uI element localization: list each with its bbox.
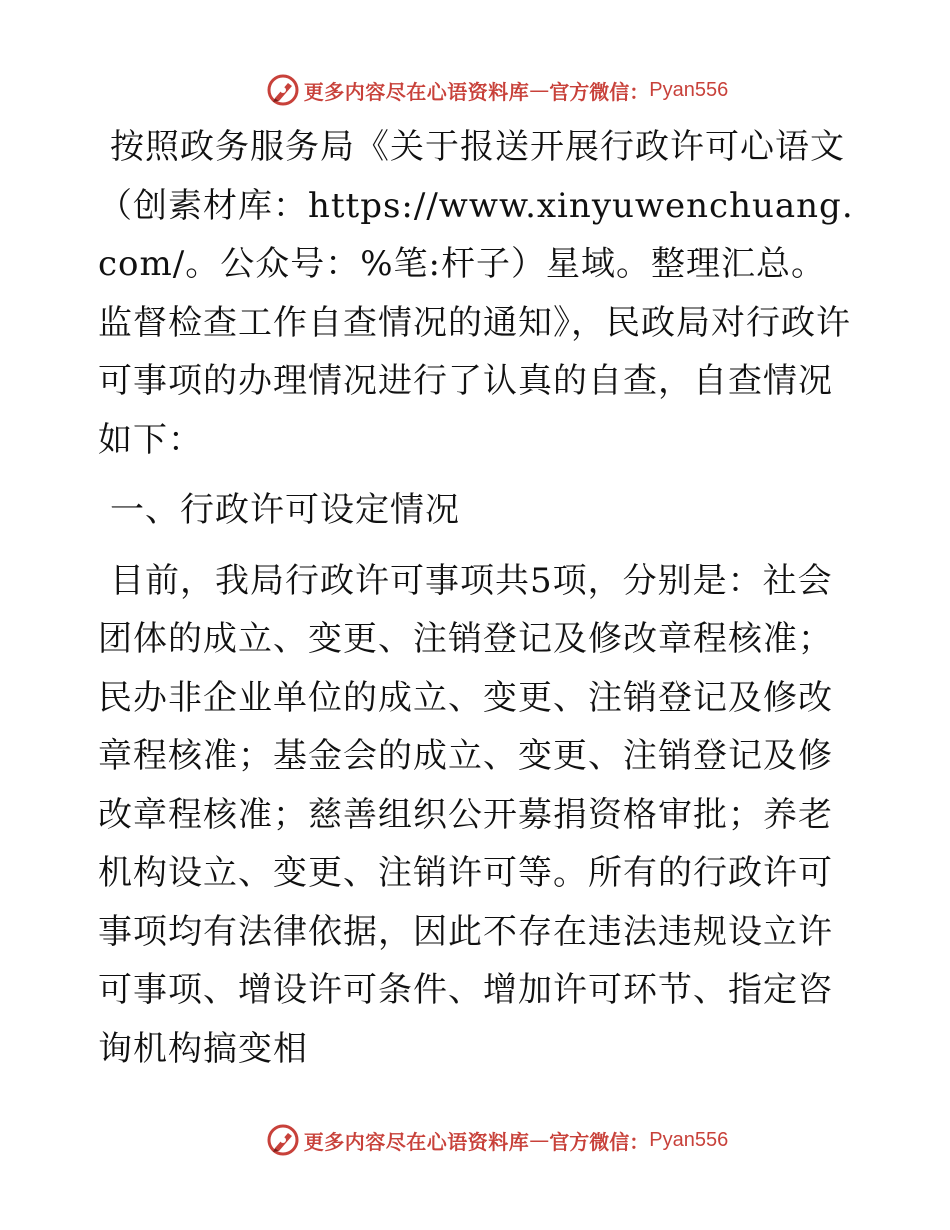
header-watermark-group (266, 73, 728, 107)
watermark-label: 官方微信： (549, 1129, 650, 1154)
pen-logo-icon (266, 73, 300, 107)
header-watermark (0, 70, 950, 110)
watermark-text: 更多内容尽在心语资料库 (303, 79, 530, 104)
document-body (98, 118, 858, 1078)
pen-logo-icon (266, 1123, 300, 1157)
footer-watermark-group (266, 1123, 728, 1157)
paragraph-intro: 按照政务服务局《关于报送开展行政许可心语文（创素材库：https://www.xinyuwenchuang.com/。公众号：%笔:杆子）星域。整理汇总。监督检查工作自查情况的通知》，民政局对行政许可事项的办理情况进行了认真的自查，自查情况如下： (98, 127, 854, 460)
footer-watermark (0, 1120, 950, 1160)
watermark-handle: Pyan556 (649, 78, 729, 101)
watermark-text: 更多内容尽在心语资料库 (303, 1129, 530, 1154)
watermark-dash: — (529, 1128, 550, 1152)
watermark-label: 官方微信： (549, 79, 650, 104)
watermark-dash: — (529, 78, 550, 102)
section-heading: 一、行政许可设定情况 (110, 490, 460, 530)
paragraph-body: 目前，我局行政许可事项共5项，分别是：社会团体的成立、变更、注销登记及修改章程核准；民办非企业单位的成立、变更、注销登记及修改章程核准；基金会的成立、变更、注销登记及修改章程核准；慈善组织公开募捐资格审批；养老机构设立、变更、注销许可等。所有的行政许可事项均有法律依据，因此不存在违法违规设立许可事项、增设许可条件、增加许可环节、指定咨询机构搞变相 (98, 560, 833, 1069)
watermark-handle: Pyan556 (649, 1128, 729, 1151)
